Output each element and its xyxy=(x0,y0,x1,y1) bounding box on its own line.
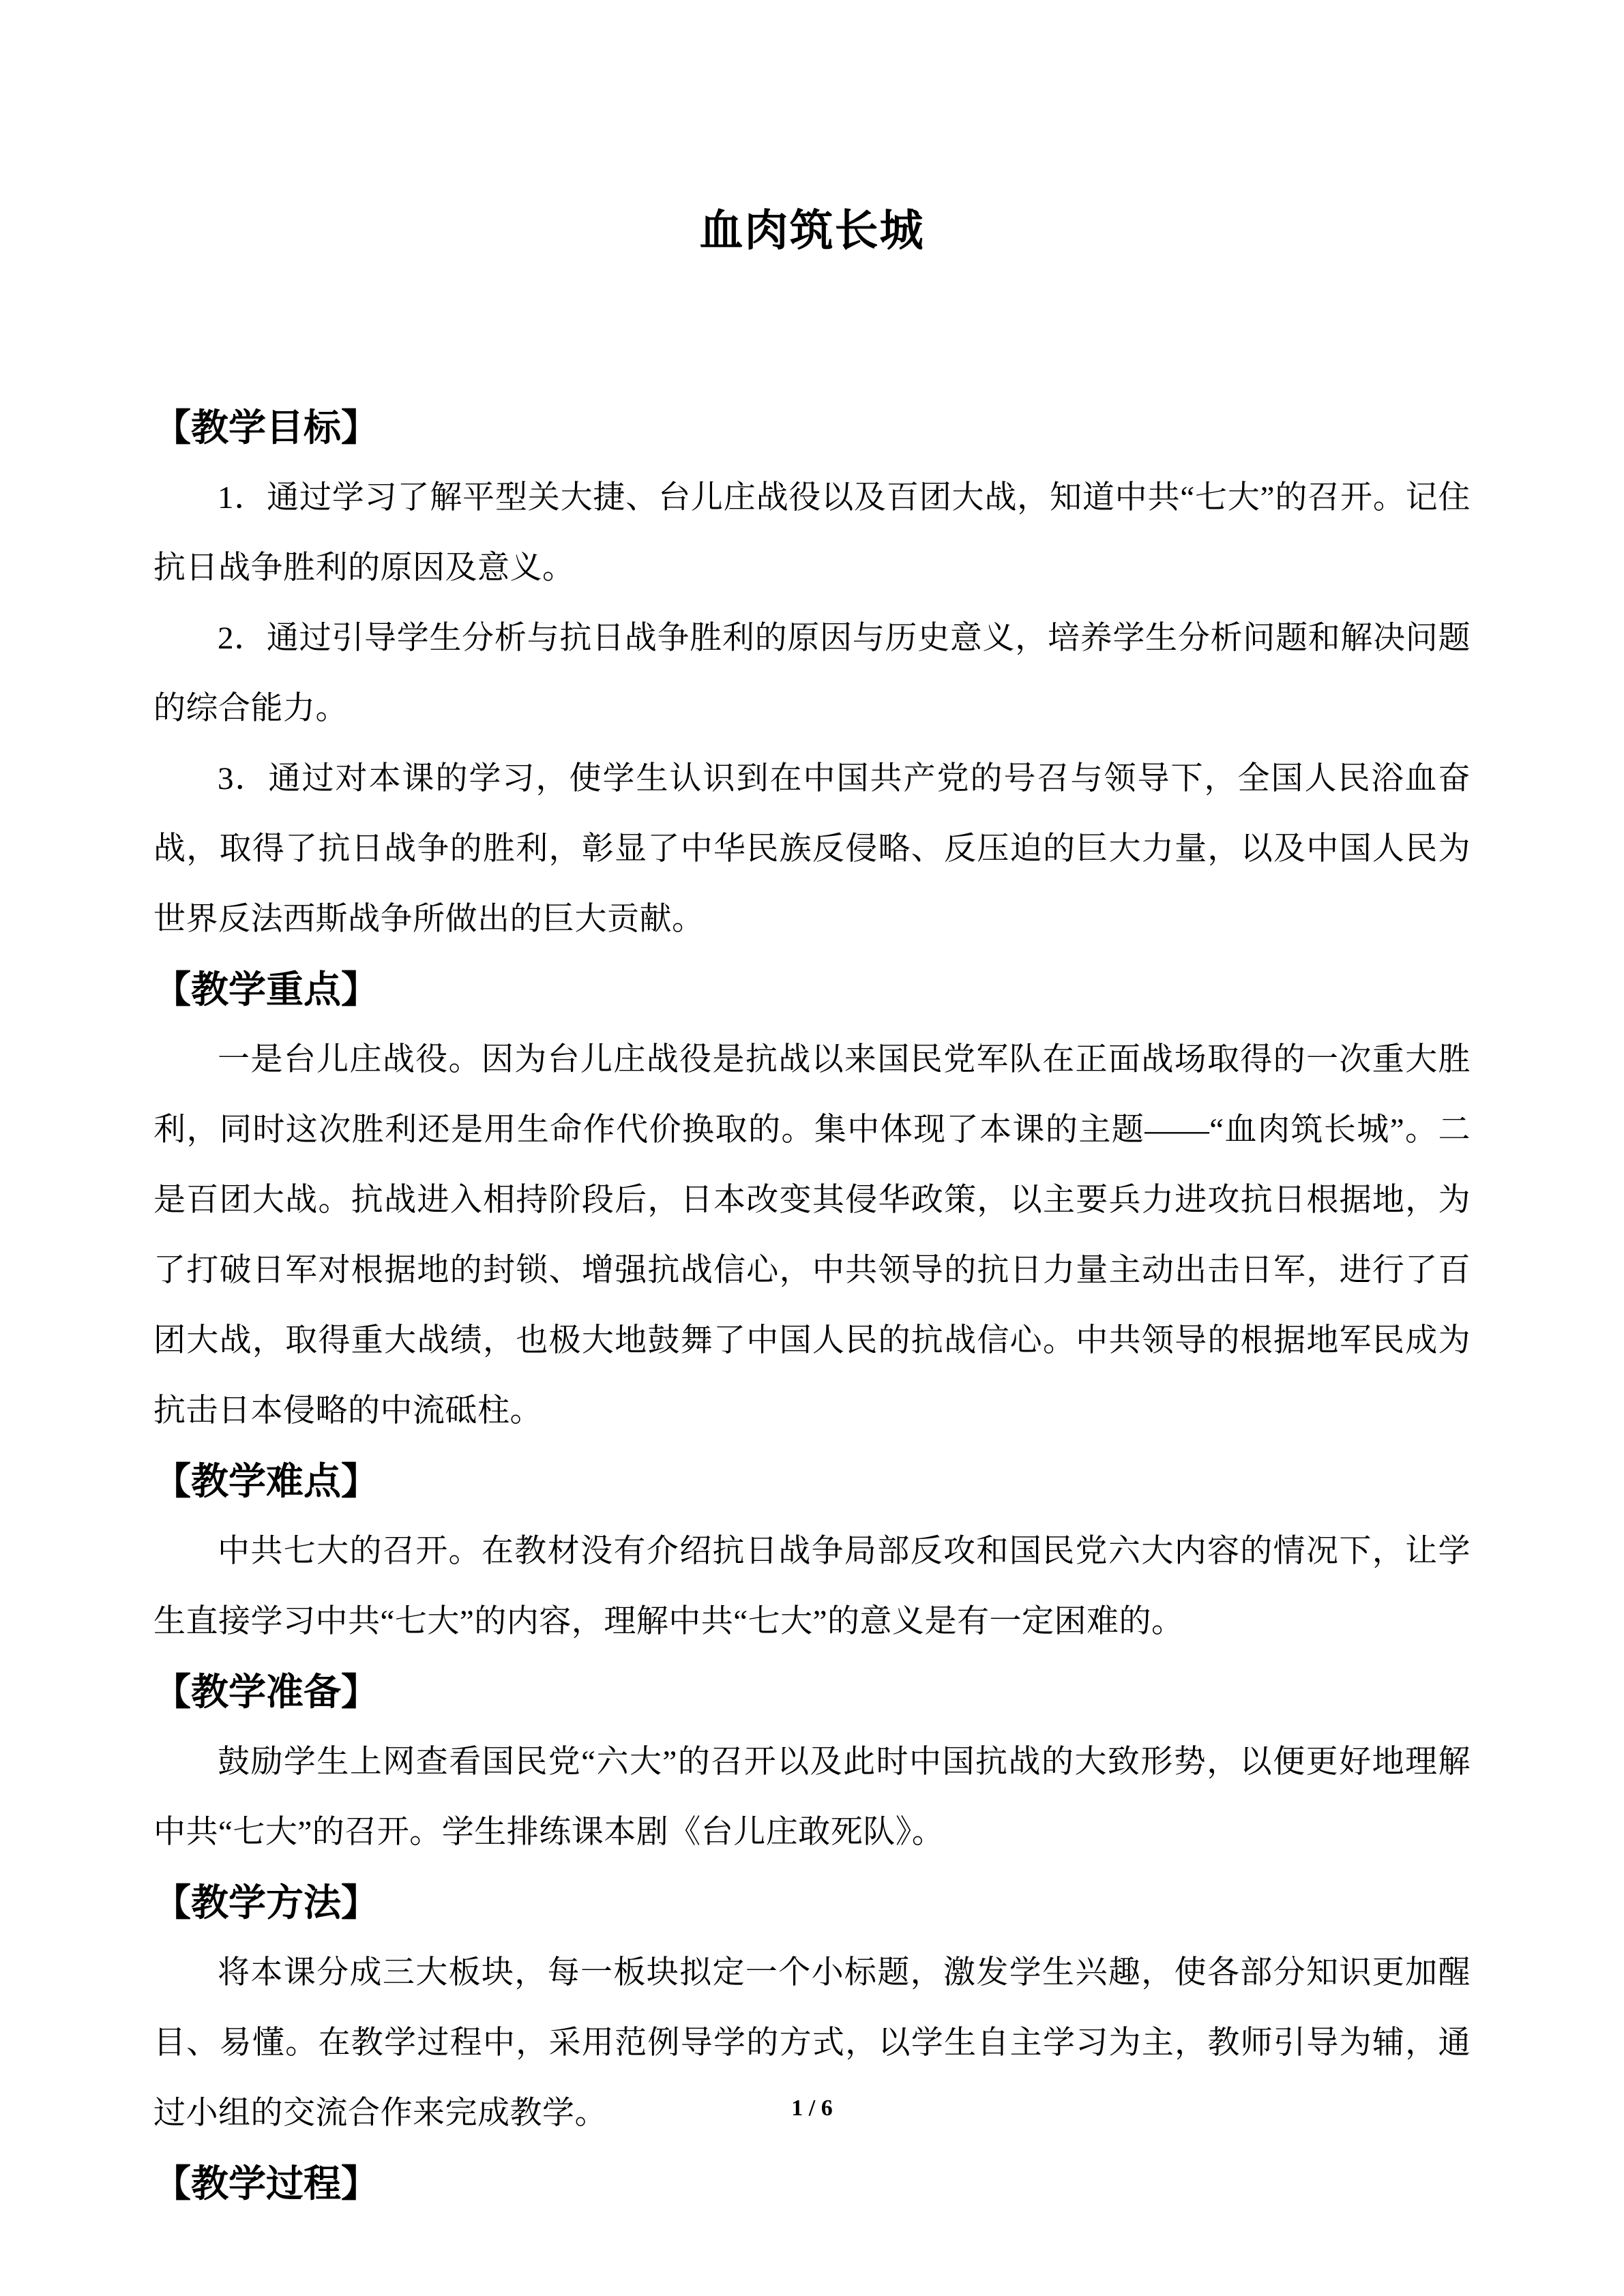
section-heading: 【教学过程】 xyxy=(153,2163,379,2205)
document-section xyxy=(153,393,1471,955)
section-heading: 【教学难点】 xyxy=(153,1461,379,1502)
document-body xyxy=(153,393,1471,2219)
paragraph: 2．通过引导学生分析与抗日战争胜利的原因与历史意义，培养学生分析问题和解决问题的综合能力。 xyxy=(153,621,1471,726)
page-title: 血肉筑长城 xyxy=(699,207,925,255)
page-number: 1 / 6 xyxy=(791,2096,833,2121)
paragraph: 3．通过对本课的学习，使学生认识到在中国共产党的号召与领导下，全国人民浴血奋战，取得了抗日战争的胜利，彰显了中华民族反侵略、反压迫的巨大力量，以及中国人民为世界反法西斯战争所做出的巨大贡献。 xyxy=(153,761,1471,937)
document-section xyxy=(153,1657,1471,1868)
paragraph: 将本课分成三大板块，每一板块拟定一个小标题，激发学生兴趣，使各部分知识更加醒目、易懂。在教学过程中，采用范例导学的方式，以学生自主学习为主，教师引导为辅，通过小组的交流合作来完成教学。 xyxy=(153,1955,1471,2131)
section-heading: 【教学准备】 xyxy=(153,1671,379,1713)
document-section xyxy=(153,1446,1471,1657)
paragraph: 一是台儿庄战役。因为台儿庄战役是抗战以来国民党军队在正面战场取得的一次重大胜利，同时这次胜利还是用生命作代价换取的。集中体现了本课的主题——“血肉筑长城”。二是百团大战。抗战进入相持阶段后，日本改变其侵华政策，以主要兵力进攻抗日根据地，为了打破日军对根据地的封锁、增强抗战信心，中共领导的抗日力量主动出击日军，进行了百团大战，取得重大战绩，也极大地鼓舞了中国人民的抗战信心。中共领导的根据地军民成为抗击日本侵略的中流砥柱。 xyxy=(153,1042,1471,1429)
paragraph: 中共七大的召开。在教材没有介绍抗日战争局部反攻和国民党六大内容的情况下，让学生直接学习中共“七大”的内容，理解中共“七大”的意义是有一定困难的。 xyxy=(153,1534,1471,1639)
document-section xyxy=(153,955,1471,1446)
section-heading: 【教学重点】 xyxy=(153,969,379,1011)
document-section xyxy=(153,2149,1471,2219)
paragraph: 1．通过学习了解平型关大捷、台儿庄战役以及百团大战，知道中共“七大”的召开。记住抗日战争胜利的原因及意义。 xyxy=(153,480,1471,586)
section-heading: 【教学方法】 xyxy=(153,1882,379,1924)
section-heading: 【教学目标】 xyxy=(153,407,379,449)
paragraph: 鼓励学生上网查看国民党“六大”的召开以及此时中国抗战的大致形势，以便更好地理解中共“七大”的召开。学生排练课本剧《台儿庄敢死队》。 xyxy=(153,1744,1471,1850)
